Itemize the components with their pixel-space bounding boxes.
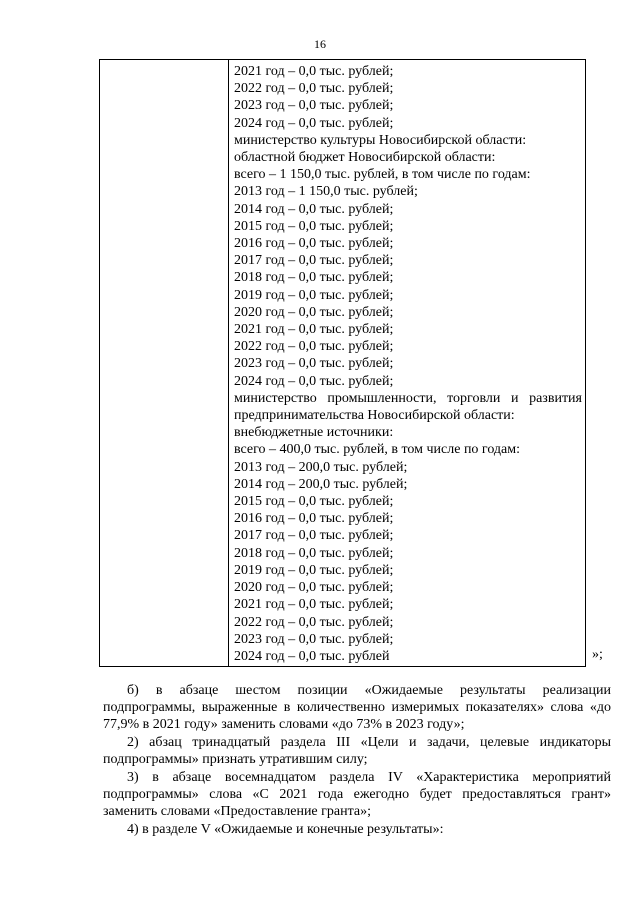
table-line: 2016 год – 0,0 тыс. рублей; [234, 236, 394, 252]
table-line: всего – 400,0 тыс. рублей, в том числе по годам: [234, 442, 521, 458]
table-line: 2024 год – 0,0 тыс. рублей; [234, 115, 394, 131]
table-line: предпринимательства Новосибирской области: [234, 408, 515, 424]
table-line: 2023 год – 0,0 тыс. рублей; [234, 356, 394, 372]
table-line: 2023 год – 0,0 тыс. рублей; [234, 631, 394, 647]
table-line: 2021 год – 0,0 тыс. рублей; [234, 322, 394, 338]
table-line: 2016 год – 0,0 тыс. рублей; [234, 511, 394, 527]
table-line: 2018 год – 0,0 тыс. рублей; [234, 270, 394, 286]
table-line: 2021 год – 0,0 тыс. рублей; [234, 64, 394, 79]
table-line: всего – 1 150,0 тыс. рублей, в том числе по годам: [234, 167, 531, 183]
column-divider [228, 60, 229, 666]
table-line: министерство промышленности, торговли и развития [234, 390, 582, 406]
table-line: 2023 год – 0,0 тыс. рублей; [234, 98, 394, 114]
paragraph-text: 4) в разделе V «Ожидаемые и конечные результаты»: [127, 822, 444, 837]
table-line: 2014 год – 0,0 тыс. рублей; [234, 201, 394, 217]
table-line: 2013 год – 200,0 тыс. рублей; [234, 459, 408, 475]
table-line: 2013 год – 1 150,0 тыс. рублей; [234, 184, 418, 200]
table-line: 2017 год – 0,0 тыс. рублей; [234, 528, 394, 544]
table-line: 2015 год – 0,0 тыс. рублей; [234, 218, 394, 234]
table-line: министерство культуры Новосибирской области: [234, 132, 527, 148]
closing-quote: »; [592, 647, 603, 662]
paragraph-b [103, 682, 611, 734]
table-line: 2020 год – 0,0 тыс. рублей; [234, 304, 394, 320]
table-line: 2022 год – 0,0 тыс. рублей; [234, 339, 394, 355]
table-line: внебюджетные источники: [234, 425, 394, 441]
page-number: 16 [314, 37, 326, 51]
paragraph-text: 2) абзац тринадцатый раздела III «Цели и задачи, целевые индикаторы подпрограммы» признать утратившим силу; [103, 735, 611, 768]
paragraph-2 [103, 734, 611, 768]
funding-table [99, 59, 586, 667]
table-line: 2024 год – 0,0 тыс. рублей; [234, 373, 394, 389]
table-line: 2015 год – 0,0 тыс. рублей; [234, 494, 394, 510]
paragraph-text: 3) в абзаце восемнадцатом раздела IV «Характеристика мероприятий подпрограммы» слова «С 2021 года ежегодно будет предоставляться грант» заменить словами «Предоставление гранта»; [103, 770, 611, 820]
table-line: 2018 год – 0,0 тыс. рублей; [234, 545, 394, 561]
table-line: 2022 год – 0,0 тыс. рублей; [234, 614, 394, 630]
table-line: 2019 год – 0,0 тыс. рублей; [234, 287, 394, 303]
paragraph-4 [103, 821, 611, 838]
table-line: 2024 год – 0,0 тыс. рублей [234, 648, 390, 664]
paragraph-text: б) в абзаце шестом позиции «Ожидаемые результаты реализации подпрограммы, выраженные в количественно измеримых показателях» слова «до 77,9% в 2021 году» заменить словами «до 73% в 2023 году»; [103, 683, 611, 733]
table-line: 2021 год – 0,0 тыс. рублей; [234, 597, 394, 613]
table-line: 2022 год – 0,0 тыс. рублей; [234, 81, 394, 97]
table-line: 2019 год – 0,0 тыс. рублей; [234, 562, 394, 578]
table-line: областной бюджет Новосибирской области: [234, 150, 496, 166]
table-line: 2020 год – 0,0 тыс. рублей; [234, 580, 394, 596]
table-line: 2017 год – 0,0 тыс. рублей; [234, 253, 394, 269]
paragraph-3 [103, 769, 611, 821]
funding-cell [234, 63, 582, 665]
table-line: 2014 год – 200,0 тыс. рублей; [234, 476, 408, 492]
